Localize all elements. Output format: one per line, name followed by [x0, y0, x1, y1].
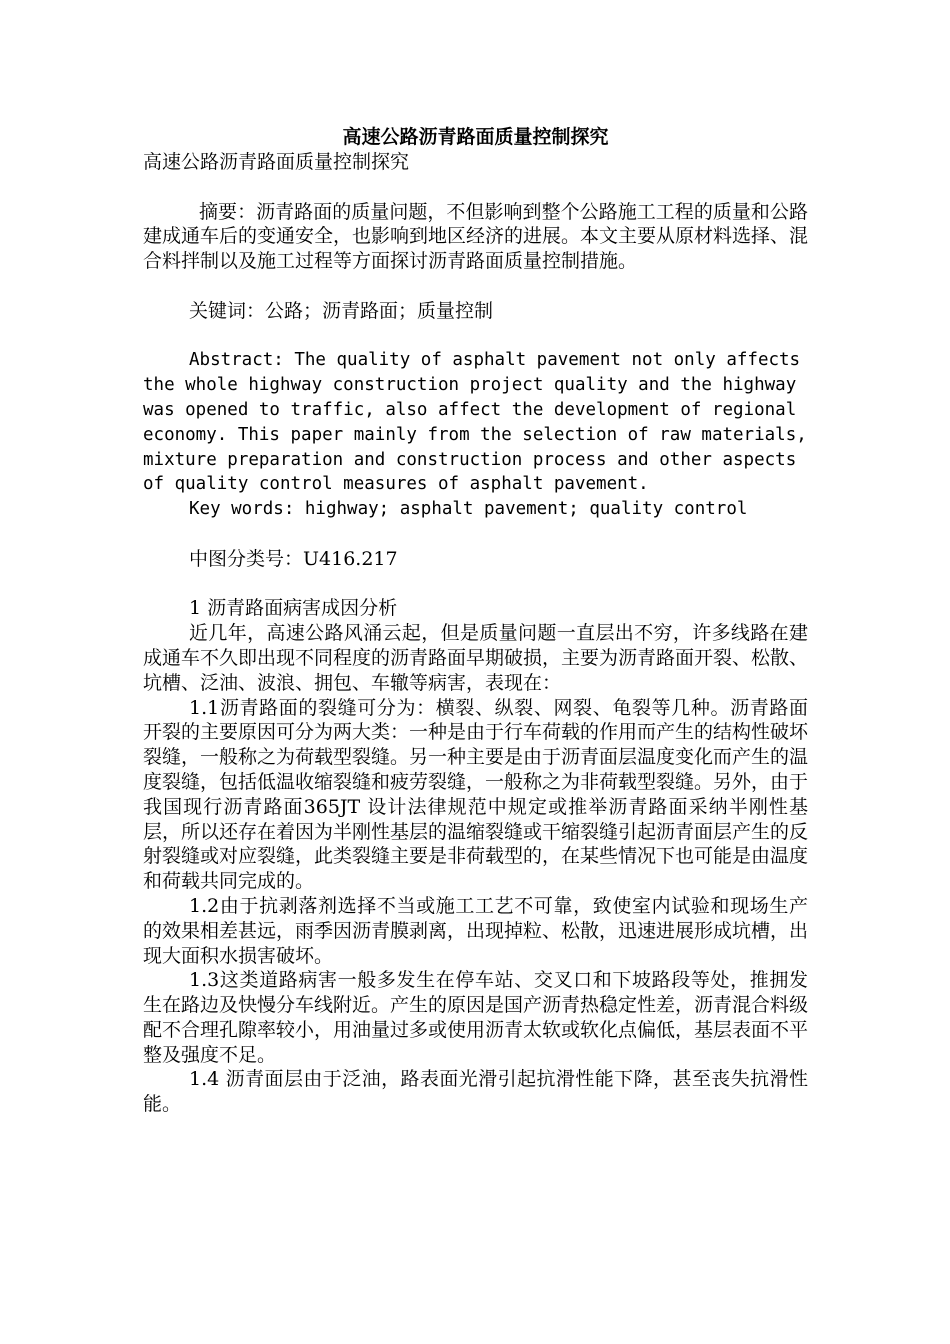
keywords-cn: 关键词：公路；沥青路面；质量控制 — [189, 299, 494, 322]
document-page — [143, 124, 808, 1117]
spacer — [143, 324, 808, 349]
paragraph-1-3: 1.3这类道路病害一般多发生在停车站、交叉口和下坡路段等处，推拥发生在路边及快慢分车线附近。产生的原因是国产沥青热稳定性差，沥青混合料级配不合理孔隙率较小，用油量过多或使用沥青太软或软化点偏低，基层表面不平整及强度不足。 — [143, 969, 809, 1066]
paragraph-1-2: 1.2由于抗剥落剂选择不当或施工工艺不可靠，致使室内试验和现场生产的效果相差甚远，雨季因沥青膜剥离，出现掉粒、松散，迅速进展形成坑槽，出现大面积水损害破坏。 — [143, 894, 809, 967]
keywords-en: Key words: highway; asphalt pavement; quality control — [189, 499, 748, 520]
paragraph-1-1: 1.1沥青路面的裂缝可分为：横裂、纵裂、网裂、龟裂等几种。沥青路面开裂的主要原因可分为两大类：一种是由于行车荷载的作用而产生的结构性破坏裂缝，一般称之为荷载型裂缝。另一种主要是由于沥青面层温度变化而产生的温度裂缝，包括低温收缩裂缝和疲劳裂缝，一般称之为非荷载型裂缝。另外，由于我国现行沥青路面365JT 设计法律规范中规定或推举沥青路面采纳半刚性基层，所以还存在着因为半刚性基层的温缩裂缝或干缩裂缝引起沥青面层产生的反射裂缝或对应裂缝，此类裂缝主要是非荷载型的，在某些情况下也可能是由温度和荷载共同完成的。 — [143, 696, 809, 893]
spacer — [143, 274, 808, 299]
section-1-heading: 1 沥青路面病害成因分析 — [189, 597, 398, 620]
spacer — [143, 572, 808, 597]
document-subtitle: 高速公路沥青路面质量控制探究 — [143, 151, 410, 173]
document-title: 高速公路沥青路面质量控制探究 — [342, 126, 609, 148]
spacer — [143, 175, 808, 200]
section-1-intro: 近几年，高速公路风涌云起，但是质量问题一直层出不穷，许多线路在建成通车不久即出现不同程度的沥青路面早期破损，主要为沥青路面开裂、松散、坑槽、泛油、波浪、拥包、车辙等病害，表现在： — [143, 622, 809, 694]
spacer — [143, 522, 808, 547]
abstract-en: Abstract: The quality of asphalt pavement not only affects the whole highway construction project quality and the highway was opened to traffic, also affect the development of regional economy. This paper mainly from the selection of raw materials, mixture preparation and construction process and other aspects of quality control measures of asphalt pavement. — [143, 350, 807, 495]
abstract-cn: 摘要：沥青路面的质量问题，不但影响到整个公路施工工程的质量和公路建成通车后的变通安全，也影响到地区经济的进展。本文主要从原材料选择、混合料拌制以及施工过程等方面探讨沥青路面质量控制措施。 — [143, 200, 809, 273]
classification-number: 中图分类号：U416.217 — [189, 547, 398, 570]
paragraph-1-4: 1.4 沥青面层由于泛油，路表面光滑引起抗滑性能下降，甚至丧失抗滑性能。 — [143, 1068, 808, 1116]
